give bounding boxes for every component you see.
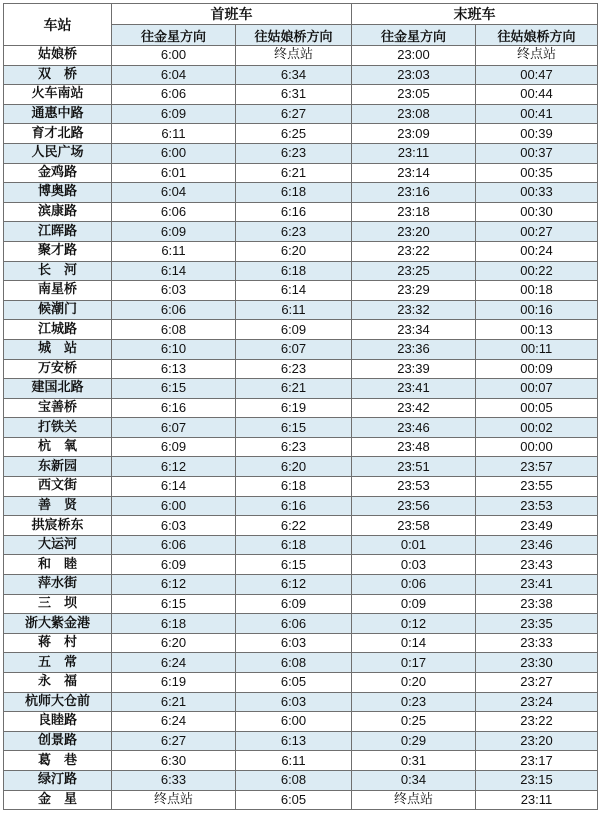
first-train-to-guniangqiao-cell: 6:25 bbox=[236, 124, 352, 144]
first-train-to-jinxing-cell: 6:00 bbox=[112, 143, 236, 163]
last-train-to-jinxing-cell: 终点站 bbox=[352, 790, 476, 810]
first-train-to-guniangqiao-cell: 6:19 bbox=[236, 398, 352, 418]
station-name-cell: 长 河 bbox=[4, 261, 112, 281]
last-train-to-jinxing-cell: 0:01 bbox=[352, 535, 476, 555]
last-train-to-jinxing-cell: 23:16 bbox=[352, 183, 476, 203]
station-name-cell: 大运河 bbox=[4, 535, 112, 555]
last-train-to-jinxing-cell: 0:23 bbox=[352, 692, 476, 712]
station-name-cell: 创景路 bbox=[4, 731, 112, 751]
first-train-to-jinxing-cell: 6:04 bbox=[112, 65, 236, 85]
last-train-to-guniangqiao-cell: 00:41 bbox=[476, 104, 598, 124]
station-name-cell: 金鸡路 bbox=[4, 163, 112, 183]
table-row bbox=[4, 202, 598, 222]
station-name-cell: 城 站 bbox=[4, 339, 112, 359]
last-train-to-guniangqiao-cell: 23:15 bbox=[476, 770, 598, 790]
first-train-to-guniangqiao-cell: 6:20 bbox=[236, 457, 352, 477]
station-name-cell: 南星桥 bbox=[4, 281, 112, 301]
first-train-to-guniangqiao-cell: 6:00 bbox=[236, 712, 352, 732]
first-train-to-guniangqiao-cell: 6:14 bbox=[236, 281, 352, 301]
first-train-to-guniangqiao-cell: 6:05 bbox=[236, 790, 352, 810]
last-train-to-jinxing-cell: 23:14 bbox=[352, 163, 476, 183]
last-train-to-jinxing-cell: 0:14 bbox=[352, 633, 476, 653]
table-row bbox=[4, 692, 598, 712]
first-train-to-jinxing-cell: 6:06 bbox=[112, 202, 236, 222]
table-row bbox=[4, 653, 598, 673]
first-train-to-jinxing-cell: 6:09 bbox=[112, 555, 236, 575]
first-train-to-jinxing-cell: 6:09 bbox=[112, 437, 236, 457]
table-row bbox=[4, 46, 598, 66]
first-train-to-jinxing-cell: 6:27 bbox=[112, 731, 236, 751]
first-train-to-guniangqiao-cell: 6:31 bbox=[236, 85, 352, 105]
first-train-to-jinxing-cell: 6:03 bbox=[112, 281, 236, 301]
last-train-to-jinxing-cell: 23:51 bbox=[352, 457, 476, 477]
last-train-to-guniangqiao-cell: 终点站 bbox=[476, 46, 598, 66]
last-train-to-jinxing-cell: 23:48 bbox=[352, 437, 476, 457]
station-name-cell: 火车南站 bbox=[4, 85, 112, 105]
table-row bbox=[4, 496, 598, 516]
last-train-to-guniangqiao-cell: 23:17 bbox=[476, 751, 598, 771]
station-name-cell: 宝善桥 bbox=[4, 398, 112, 418]
first-train-to-jinxing-cell: 6:07 bbox=[112, 418, 236, 438]
last-train-to-jinxing-cell: 23:36 bbox=[352, 339, 476, 359]
last-train-to-guniangqiao-cell: 23:41 bbox=[476, 575, 598, 595]
last-to-jinxing-header: 往金星方向 bbox=[352, 25, 476, 46]
last-train-to-guniangqiao-cell: 23:49 bbox=[476, 516, 598, 536]
last-train-to-jinxing-cell: 0:34 bbox=[352, 770, 476, 790]
last-train-to-guniangqiao-cell: 00:16 bbox=[476, 300, 598, 320]
station-name-cell: 五 常 bbox=[4, 653, 112, 673]
table-row bbox=[4, 731, 598, 751]
first-to-guniangqiao-header: 往姑娘桥方向 bbox=[236, 25, 352, 46]
first-train-to-jinxing-cell: 6:00 bbox=[112, 496, 236, 516]
first-train-to-guniangqiao-cell: 6:21 bbox=[236, 163, 352, 183]
station-name-cell: 永 福 bbox=[4, 673, 112, 693]
station-name-cell: 绿汀路 bbox=[4, 770, 112, 790]
station-name-cell: 江晖路 bbox=[4, 222, 112, 242]
last-train-to-jinxing-cell: 0:20 bbox=[352, 673, 476, 693]
first-train-to-guniangqiao-cell: 6:16 bbox=[236, 496, 352, 516]
table-row bbox=[4, 673, 598, 693]
station-name-cell: 拱宸桥东 bbox=[4, 516, 112, 536]
last-train-to-jinxing-cell: 0:29 bbox=[352, 731, 476, 751]
first-train-to-jinxing-cell: 6:09 bbox=[112, 104, 236, 124]
first-train-to-jinxing-cell: 6:01 bbox=[112, 163, 236, 183]
first-train-to-jinxing-cell: 6:15 bbox=[112, 379, 236, 399]
station-name-cell: 蒋 村 bbox=[4, 633, 112, 653]
last-train-to-guniangqiao-cell: 23:27 bbox=[476, 673, 598, 693]
first-train-to-guniangqiao-cell: 6:03 bbox=[236, 692, 352, 712]
station-name-cell: 姑娘桥 bbox=[4, 46, 112, 66]
last-train-to-jinxing-cell: 23:58 bbox=[352, 516, 476, 536]
first-train-to-jinxing-cell: 6:08 bbox=[112, 320, 236, 340]
station-name-cell: 良睦路 bbox=[4, 712, 112, 732]
table-row bbox=[4, 65, 598, 85]
last-train-to-jinxing-cell: 23:56 bbox=[352, 496, 476, 516]
first-train-to-guniangqiao-cell: 6:13 bbox=[236, 731, 352, 751]
last-train-to-guniangqiao-cell: 00:07 bbox=[476, 379, 598, 399]
last-train-to-guniangqiao-cell: 23:35 bbox=[476, 614, 598, 634]
last-train-to-guniangqiao-cell: 00:37 bbox=[476, 143, 598, 163]
first-train-to-guniangqiao-cell: 6:27 bbox=[236, 104, 352, 124]
station-name-cell: 建国北路 bbox=[4, 379, 112, 399]
first-train-to-jinxing-cell: 6:06 bbox=[112, 535, 236, 555]
first-train-to-guniangqiao-cell: 6:03 bbox=[236, 633, 352, 653]
station-name-cell: 浙大紫金港 bbox=[4, 614, 112, 634]
table-row bbox=[4, 477, 598, 497]
last-train-to-guniangqiao-cell: 00:18 bbox=[476, 281, 598, 301]
table-row bbox=[4, 85, 598, 105]
last-train-to-guniangqiao-cell: 23:22 bbox=[476, 712, 598, 732]
last-train-to-jinxing-cell: 23:08 bbox=[352, 104, 476, 124]
first-train-to-guniangqiao-cell: 6:18 bbox=[236, 477, 352, 497]
last-train-to-jinxing-cell: 23:22 bbox=[352, 241, 476, 261]
station-name-cell: 人民广场 bbox=[4, 143, 112, 163]
last-train-to-jinxing-cell: 0:31 bbox=[352, 751, 476, 771]
table-row bbox=[4, 339, 598, 359]
last-train-to-guniangqiao-cell: 23:38 bbox=[476, 594, 598, 614]
table-row bbox=[4, 770, 598, 790]
table-row bbox=[4, 124, 598, 144]
table-row bbox=[4, 457, 598, 477]
last-train-to-guniangqiao-cell: 23:33 bbox=[476, 633, 598, 653]
last-to-guniangqiao-header: 往姑娘桥方向 bbox=[476, 25, 598, 46]
last-train-to-jinxing-cell: 23:00 bbox=[352, 46, 476, 66]
last-train-to-jinxing-cell: 23:05 bbox=[352, 85, 476, 105]
first-train-to-jinxing-cell: 6:11 bbox=[112, 124, 236, 144]
first-train-to-guniangqiao-cell: 6:21 bbox=[236, 379, 352, 399]
timetable bbox=[3, 3, 598, 810]
first-train-to-jinxing-cell: 6:24 bbox=[112, 653, 236, 673]
first-train-to-jinxing-cell: 6:10 bbox=[112, 339, 236, 359]
first-train-to-guniangqiao-cell: 6:18 bbox=[236, 183, 352, 203]
last-train-to-guniangqiao-cell: 00:35 bbox=[476, 163, 598, 183]
first-train-to-guniangqiao-cell: 6:20 bbox=[236, 241, 352, 261]
first-train-to-guniangqiao-cell: 6:09 bbox=[236, 594, 352, 614]
station-name-cell: 杭师大仓前 bbox=[4, 692, 112, 712]
last-train-to-guniangqiao-cell: 00:47 bbox=[476, 65, 598, 85]
table-row bbox=[4, 379, 598, 399]
first-train-to-jinxing-cell: 6:00 bbox=[112, 46, 236, 66]
first-train-to-jinxing-cell: 6:30 bbox=[112, 751, 236, 771]
station-name-cell: 育才北路 bbox=[4, 124, 112, 144]
first-train-to-jinxing-cell: 6:16 bbox=[112, 398, 236, 418]
first-train-to-guniangqiao-cell: 6:22 bbox=[236, 516, 352, 536]
last-train-to-guniangqiao-cell: 00:24 bbox=[476, 241, 598, 261]
first-train-to-guniangqiao-cell: 6:08 bbox=[236, 653, 352, 673]
first-train-to-guniangqiao-cell: 6:23 bbox=[236, 359, 352, 379]
station-name-cell: 万安桥 bbox=[4, 359, 112, 379]
last-train-to-guniangqiao-cell: 23:30 bbox=[476, 653, 598, 673]
last-train-to-guniangqiao-cell: 00:11 bbox=[476, 339, 598, 359]
last-train-to-guniangqiao-cell: 00:09 bbox=[476, 359, 598, 379]
table-row bbox=[4, 575, 598, 595]
table-row bbox=[4, 261, 598, 281]
first-train-to-guniangqiao-cell: 6:16 bbox=[236, 202, 352, 222]
table-row bbox=[4, 163, 598, 183]
first-train-to-jinxing-cell: 6:04 bbox=[112, 183, 236, 203]
last-train-to-guniangqiao-cell: 23:43 bbox=[476, 555, 598, 575]
first-train-to-jinxing-cell: 6:03 bbox=[112, 516, 236, 536]
first-train-to-guniangqiao-cell: 6:11 bbox=[236, 751, 352, 771]
last-train-to-guniangqiao-cell: 23:46 bbox=[476, 535, 598, 555]
first-train-to-guniangqiao-cell: 6:09 bbox=[236, 320, 352, 340]
station-name-cell: 聚才路 bbox=[4, 241, 112, 261]
first-train-to-guniangqiao-cell: 6:15 bbox=[236, 555, 352, 575]
first-train-to-jinxing-cell: 6:24 bbox=[112, 712, 236, 732]
station-name-cell: 萍水街 bbox=[4, 575, 112, 595]
table-row bbox=[4, 594, 598, 614]
last-train-to-guniangqiao-cell: 23:24 bbox=[476, 692, 598, 712]
last-train-to-guniangqiao-cell: 23:55 bbox=[476, 477, 598, 497]
last-train-to-jinxing-cell: 23:18 bbox=[352, 202, 476, 222]
station-name-cell: 打铁关 bbox=[4, 418, 112, 438]
first-train-to-jinxing-cell: 6:11 bbox=[112, 241, 236, 261]
first-train-to-guniangqiao-cell: 6:34 bbox=[236, 65, 352, 85]
first-train-to-guniangqiao-cell: 6:12 bbox=[236, 575, 352, 595]
first-train-to-guniangqiao-cell: 终点站 bbox=[236, 46, 352, 66]
station-name-cell: 东新园 bbox=[4, 457, 112, 477]
table-row bbox=[4, 516, 598, 536]
last-train-to-jinxing-cell: 23:20 bbox=[352, 222, 476, 242]
first-train-to-guniangqiao-cell: 6:23 bbox=[236, 437, 352, 457]
last-train-to-guniangqiao-cell: 00:22 bbox=[476, 261, 598, 281]
first-train-to-guniangqiao-cell: 6:18 bbox=[236, 261, 352, 281]
table-row bbox=[4, 535, 598, 555]
last-train-to-jinxing-cell: 23:39 bbox=[352, 359, 476, 379]
last-train-to-jinxing-cell: 23:46 bbox=[352, 418, 476, 438]
station-name-cell: 博奥路 bbox=[4, 183, 112, 203]
first-train-to-guniangqiao-cell: 6:07 bbox=[236, 339, 352, 359]
last-train-to-jinxing-cell: 0:25 bbox=[352, 712, 476, 732]
last-train-to-guniangqiao-cell: 23:53 bbox=[476, 496, 598, 516]
last-train-to-jinxing-cell: 23:41 bbox=[352, 379, 476, 399]
last-train-header: 末班车 bbox=[352, 4, 598, 25]
last-train-to-guniangqiao-cell: 00:05 bbox=[476, 398, 598, 418]
last-train-to-jinxing-cell: 23:34 bbox=[352, 320, 476, 340]
last-train-to-jinxing-cell: 23:03 bbox=[352, 65, 476, 85]
table-row bbox=[4, 222, 598, 242]
table-row bbox=[4, 712, 598, 732]
first-train-to-jinxing-cell: 6:33 bbox=[112, 770, 236, 790]
station-name-cell: 通惠中路 bbox=[4, 104, 112, 124]
last-train-to-guniangqiao-cell: 00:39 bbox=[476, 124, 598, 144]
table-row bbox=[4, 143, 598, 163]
table-row bbox=[4, 751, 598, 771]
station-name-cell: 葛 巷 bbox=[4, 751, 112, 771]
last-train-to-guniangqiao-cell: 23:57 bbox=[476, 457, 598, 477]
first-train-to-guniangqiao-cell: 6:23 bbox=[236, 222, 352, 242]
first-train-header: 首班车 bbox=[112, 4, 352, 25]
last-train-to-jinxing-cell: 23:09 bbox=[352, 124, 476, 144]
station-name-cell: 双 桥 bbox=[4, 65, 112, 85]
first-train-to-jinxing-cell: 6:09 bbox=[112, 222, 236, 242]
last-train-to-guniangqiao-cell: 00:27 bbox=[476, 222, 598, 242]
station-name-cell: 杭 氧 bbox=[4, 437, 112, 457]
table-row bbox=[4, 104, 598, 124]
timetable-body bbox=[4, 46, 598, 810]
first-train-to-guniangqiao-cell: 6:18 bbox=[236, 535, 352, 555]
table-row bbox=[4, 555, 598, 575]
table-row bbox=[4, 398, 598, 418]
station-name-cell: 西文街 bbox=[4, 477, 112, 497]
last-train-to-guniangqiao-cell: 23:20 bbox=[476, 731, 598, 751]
last-train-to-jinxing-cell: 23:42 bbox=[352, 398, 476, 418]
table-row bbox=[4, 418, 598, 438]
first-train-to-jinxing-cell: 终点站 bbox=[112, 790, 236, 810]
first-train-to-jinxing-cell: 6:12 bbox=[112, 457, 236, 477]
first-train-to-jinxing-cell: 6:20 bbox=[112, 633, 236, 653]
first-train-to-jinxing-cell: 6:14 bbox=[112, 261, 236, 281]
last-train-to-guniangqiao-cell: 00:44 bbox=[476, 85, 598, 105]
last-train-to-guniangqiao-cell: 23:11 bbox=[476, 790, 598, 810]
table-row bbox=[4, 183, 598, 203]
table-row bbox=[4, 614, 598, 634]
table-row bbox=[4, 633, 598, 653]
first-train-to-guniangqiao-cell: 6:05 bbox=[236, 673, 352, 693]
last-train-to-jinxing-cell: 0:03 bbox=[352, 555, 476, 575]
station-name-cell: 三 坝 bbox=[4, 594, 112, 614]
table-row bbox=[4, 281, 598, 301]
first-train-to-guniangqiao-cell: 6:08 bbox=[236, 770, 352, 790]
station-name-cell: 滨康路 bbox=[4, 202, 112, 222]
first-train-to-jinxing-cell: 6:14 bbox=[112, 477, 236, 497]
table-row bbox=[4, 300, 598, 320]
last-train-to-guniangqiao-cell: 00:33 bbox=[476, 183, 598, 203]
table-row bbox=[4, 320, 598, 340]
table-row bbox=[4, 790, 598, 810]
first-train-to-jinxing-cell: 6:13 bbox=[112, 359, 236, 379]
station-name-cell: 江城路 bbox=[4, 320, 112, 340]
first-train-to-guniangqiao-cell: 6:15 bbox=[236, 418, 352, 438]
last-train-to-jinxing-cell: 0:09 bbox=[352, 594, 476, 614]
first-train-to-guniangqiao-cell: 6:06 bbox=[236, 614, 352, 634]
last-train-to-jinxing-cell: 23:25 bbox=[352, 261, 476, 281]
station-name-cell: 善 贤 bbox=[4, 496, 112, 516]
table-row bbox=[4, 359, 598, 379]
last-train-to-guniangqiao-cell: 00:13 bbox=[476, 320, 598, 340]
first-train-to-jinxing-cell: 6:06 bbox=[112, 300, 236, 320]
station-name-cell: 候潮门 bbox=[4, 300, 112, 320]
last-train-to-jinxing-cell: 0:17 bbox=[352, 653, 476, 673]
first-train-to-jinxing-cell: 6:19 bbox=[112, 673, 236, 693]
first-train-to-jinxing-cell: 6:15 bbox=[112, 594, 236, 614]
last-train-to-guniangqiao-cell: 00:02 bbox=[476, 418, 598, 438]
first-train-to-jinxing-cell: 6:12 bbox=[112, 575, 236, 595]
last-train-to-jinxing-cell: 23:32 bbox=[352, 300, 476, 320]
last-train-to-jinxing-cell: 23:53 bbox=[352, 477, 476, 497]
station-name-cell: 金 星 bbox=[4, 790, 112, 810]
first-train-to-guniangqiao-cell: 6:11 bbox=[236, 300, 352, 320]
first-train-to-jinxing-cell: 6:18 bbox=[112, 614, 236, 634]
table-row bbox=[4, 241, 598, 261]
last-train-to-jinxing-cell: 23:11 bbox=[352, 143, 476, 163]
station-column-header: 车站 bbox=[4, 4, 112, 46]
last-train-to-jinxing-cell: 23:29 bbox=[352, 281, 476, 301]
station-name-cell: 和 睦 bbox=[4, 555, 112, 575]
last-train-to-guniangqiao-cell: 00:00 bbox=[476, 437, 598, 457]
first-to-jinxing-header: 往金星方向 bbox=[112, 25, 236, 46]
first-train-to-jinxing-cell: 6:21 bbox=[112, 692, 236, 712]
last-train-to-guniangqiao-cell: 00:30 bbox=[476, 202, 598, 222]
table-row bbox=[4, 437, 598, 457]
last-train-to-jinxing-cell: 0:06 bbox=[352, 575, 476, 595]
first-train-to-jinxing-cell: 6:06 bbox=[112, 85, 236, 105]
last-train-to-jinxing-cell: 0:12 bbox=[352, 614, 476, 634]
first-train-to-guniangqiao-cell: 6:23 bbox=[236, 143, 352, 163]
